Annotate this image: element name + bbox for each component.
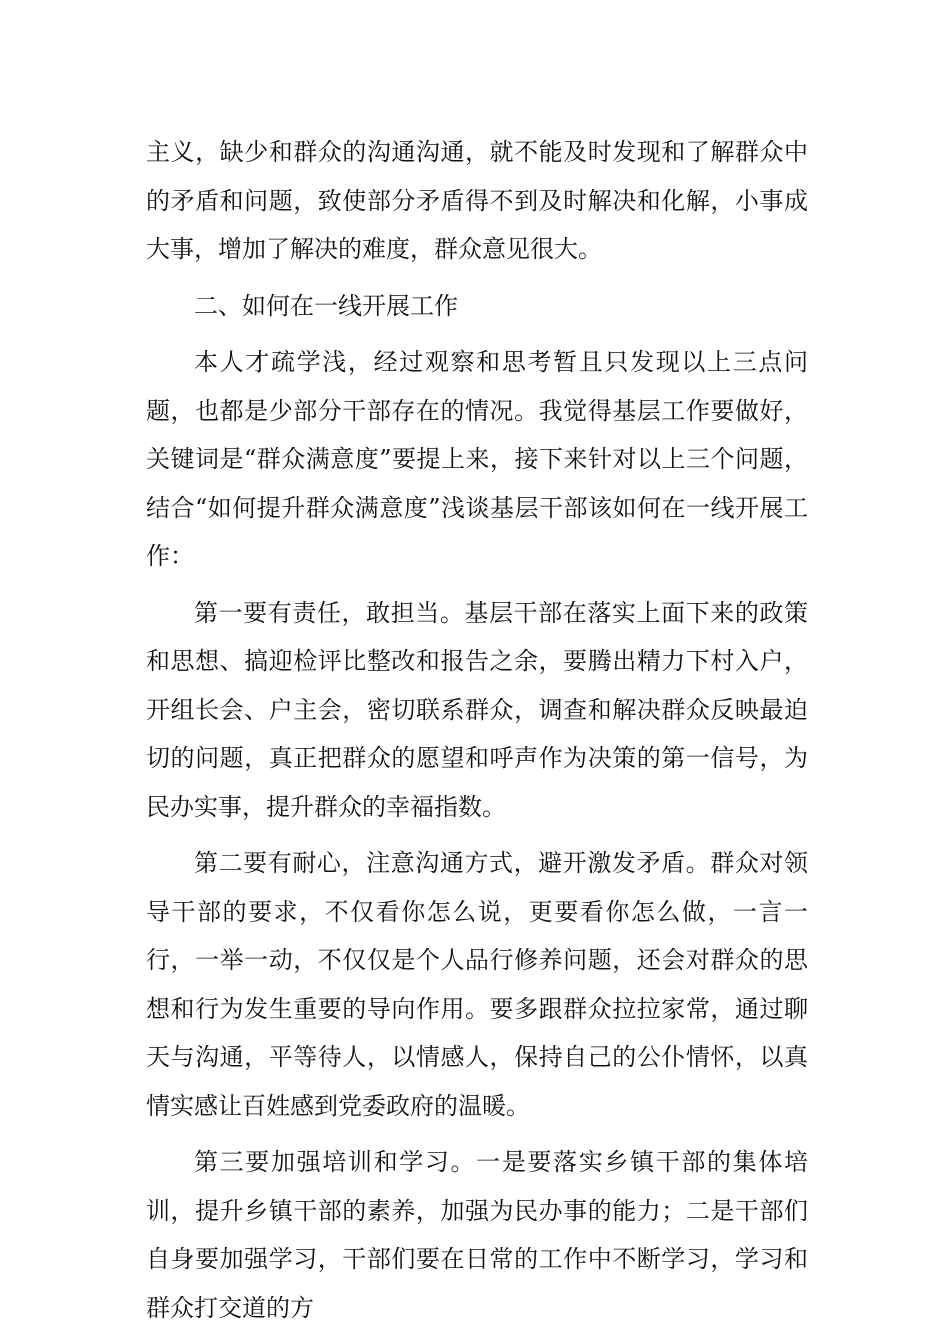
paragraph-continuation: 主义，缺少和群众的沟通沟通，就不能及时发现和了解群众中的矛盾和问题，致使部分矛盾得不到及时解决和化解，小事成大事，增加了解决的难度，群众意见很大。 (146, 138, 808, 263)
paragraph-point-one: 第一要有责任，敢担当。基层干部在落实上面下来的政策和思想、搞迎检评比整改和报告之余，要腾出精力下村入户，开组长会、户主会，密切联系群众，调查和解决群众反映最迫切的问题，真正把群众的愿望和呼声作为决策的第一信号，为民办实事，提升群众的幸福指数。 (146, 598, 808, 821)
document-body (146, 128, 808, 1340)
section-heading: 二、如何在一线开展工作 (194, 291, 458, 320)
paragraph-point-three: 第三要加强培训和学习。一是要落实乡镇干部的集体培训，提升乡镇干部的素养，加强为民办事的能力；二是干部们自身要加强学习，干部们要在日常的工作中不断学习，学习和群众打交道的方 (146, 1148, 808, 1322)
paragraph-intro: 本人才疏学浅，经过观察和思考暂且只发现以上三点问题，也都是少部分干部存在的情况。我觉得基层工作要做好，关键词是“群众满意度”要提上来，接下来针对以上三个问题，结合“如何提升群众满意度”浅谈基层干部该如何在一线开展工作： (146, 348, 808, 570)
paragraph-point-two: 第二要有耐心，注意沟通方式，避开激发矛盾。群众对领导干部的要求，不仅看你怎么说，更要看你怎么做，一言一行，一举一动，不仅仅是个人品行修养问题，还会对群众的思想和行为发生重要的导向作用。要多跟群众拉拉家常，通过聊天与沟通，平等待人，以情感人，保持自己的公仆情怀，以真情实感让百姓感到党委政府的温暖。 (146, 849, 808, 1120)
